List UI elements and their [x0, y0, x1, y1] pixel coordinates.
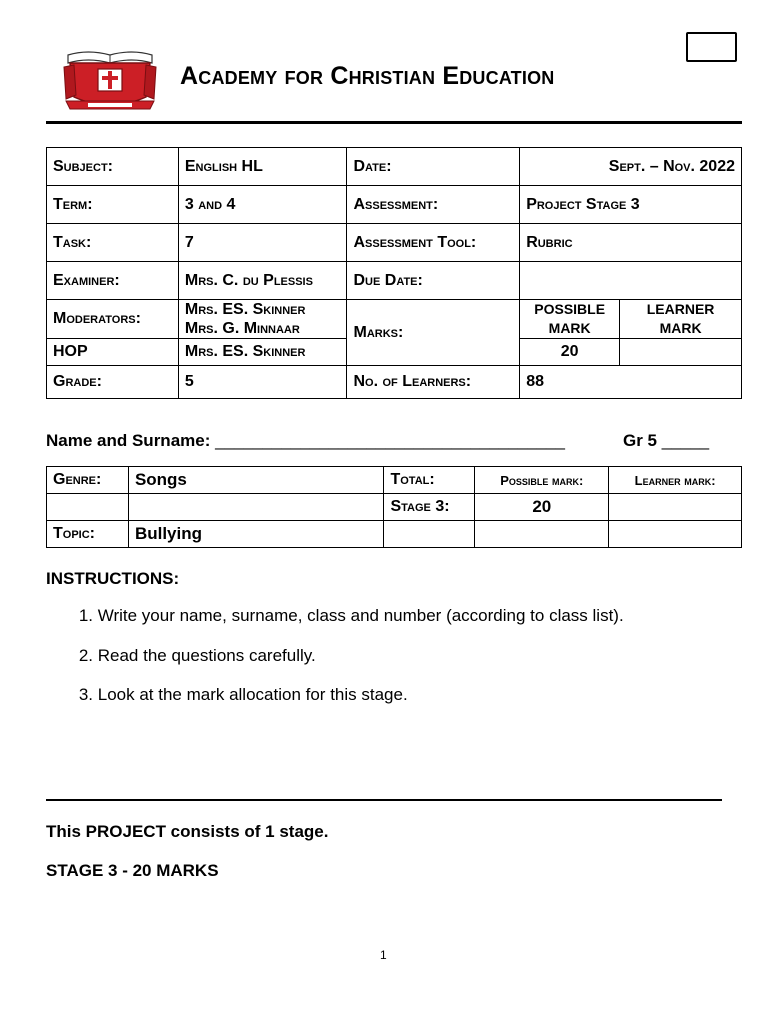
stage-label: Stage 3:: [384, 494, 475, 521]
due-date-label: Due Date:: [347, 262, 520, 300]
table-row: [47, 262, 742, 300]
grade-field[interactable]: [623, 431, 709, 451]
assessment-tool-value: Rubric: [520, 224, 742, 262]
table-row: [47, 521, 742, 548]
empty-cell: [475, 521, 609, 548]
name-surname-line[interactable]: _____________________________________: [215, 431, 565, 450]
section-divider: [46, 799, 722, 801]
list-item-number: 2.: [78, 645, 93, 665]
hop-value: Mrs. ES. Skinner: [178, 339, 347, 366]
term-label: Term:: [47, 186, 179, 224]
empty-cell: [609, 521, 742, 548]
date-label: Date:: [347, 148, 520, 186]
learners-value: 88: [520, 366, 742, 399]
assessment-info-table: [46, 147, 742, 399]
table-row: [47, 148, 742, 186]
list-item-number: 1.: [78, 606, 93, 625]
school-name: Academy for Christian Education: [180, 62, 555, 90]
possible-mark-label: Possible mark:: [475, 467, 609, 494]
empty-cell: [47, 494, 129, 521]
list-item-number: 3.: [78, 685, 93, 704]
table-row: [47, 494, 742, 521]
list-item: [46, 685, 624, 725]
learner-mark-label: Learner mark:: [609, 467, 742, 494]
moderators-value: [178, 300, 347, 339]
grade-field-line[interactable]: _____: [661, 431, 710, 450]
marks-label: Marks:: [347, 300, 520, 366]
list-item-text: Write your name, surname, class and number (according to class list).: [97, 606, 624, 625]
assessment-label: Assessment:: [347, 186, 520, 224]
table-row: [47, 467, 742, 494]
grade-field-label: Gr 5: [623, 431, 658, 450]
genre-label: Genre:: [47, 467, 129, 494]
due-date-value[interactable]: [520, 262, 742, 300]
table-row: [47, 186, 742, 224]
term-value: 3 and 4: [178, 186, 347, 224]
learner-mark-header: LEARNER MARK: [620, 300, 742, 339]
topic-value: Bullying: [128, 521, 384, 548]
empty-cell: [384, 521, 475, 548]
instructions-list: [46, 606, 624, 725]
table-row: [47, 224, 742, 262]
examiner-label: Examiner:: [47, 262, 179, 300]
stage-possible-mark: 20: [475, 494, 609, 521]
name-surname-label: Name and Surname:: [46, 431, 211, 450]
subject-label: Subject:: [47, 148, 179, 186]
topic-label: Topic:: [47, 521, 129, 548]
moderators-label: Moderators:: [47, 300, 179, 339]
stage-learner-mark[interactable]: [609, 494, 742, 521]
corner-box: [686, 32, 737, 62]
name-surname-field[interactable]: [46, 431, 565, 451]
moderator-1: Mrs. ES. Skinner: [184, 301, 306, 318]
empty-cell: [128, 494, 384, 521]
date-value: Sept. – Nov. 2022: [520, 148, 742, 186]
list-item: [46, 646, 624, 686]
grade-value: 5: [178, 366, 347, 399]
possible-mark-header: POSSIBLE MARK: [520, 300, 620, 339]
task-label: Task:: [47, 224, 179, 262]
learner-mark-value[interactable]: [620, 339, 742, 366]
assessment-value: Project Stage 3: [520, 186, 742, 224]
total-label: Total:: [384, 467, 475, 494]
school-logo-icon: [60, 47, 160, 115]
learners-label: No. of Learners:: [347, 366, 520, 399]
task-value: 7: [178, 224, 347, 262]
page-number: 1: [380, 948, 387, 962]
header-divider: [46, 121, 742, 124]
table-row: [47, 366, 742, 399]
stage-marks-heading: STAGE 3 - 20 MARKS: [46, 861, 219, 880]
examiner-value: Mrs. C. du Plessis: [178, 262, 347, 300]
list-item-text: Look at the mark allocation for this stage.: [97, 685, 408, 704]
hop-label: HOP: [47, 339, 179, 366]
instructions-title: INSTRUCTIONS:: [46, 569, 180, 588]
list-item: [46, 606, 624, 646]
possible-mark-value: 20: [520, 339, 620, 366]
genre-table: [46, 466, 742, 548]
assessment-tool-label: Assessment Tool:: [347, 224, 520, 262]
moderator-2: Mrs. G. Minnaar: [184, 320, 300, 337]
table-row: [47, 300, 742, 339]
grade-label: Grade:: [47, 366, 179, 399]
subject-value: English HL: [178, 148, 347, 186]
list-item-text: Read the questions carefully.: [97, 645, 316, 665]
genre-value: Songs: [128, 467, 384, 494]
project-stages-note: This PROJECT consists of 1 stage.: [46, 822, 329, 841]
